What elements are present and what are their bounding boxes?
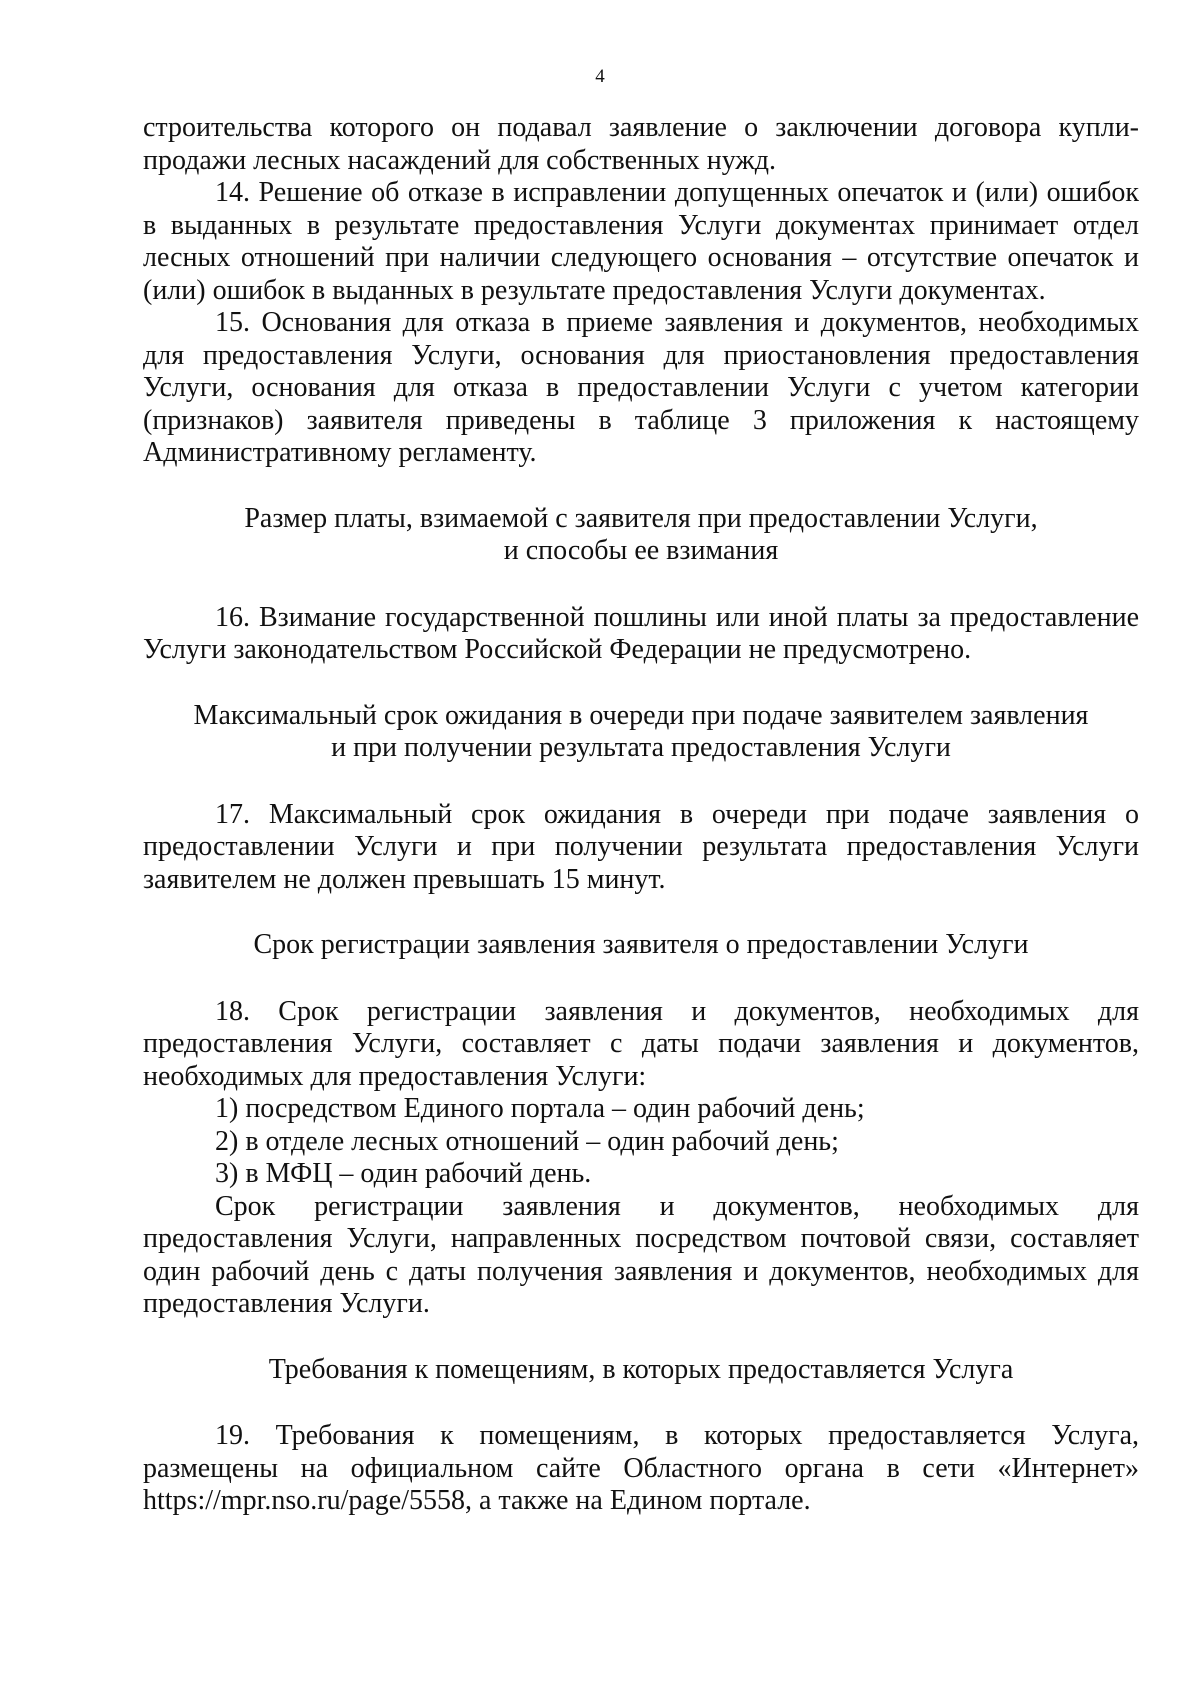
paragraph-19: 19. Требования к помещениям, в которых предоставляется Услуга, размещены на официальном сайте Областного органа в сети «Интернет» https://mpr.nso.ru/page/5558, а также на Едином портале. [143, 1420, 1139, 1516]
document-body [143, 112, 1139, 1518]
paragraph-16: 16. Взимание государственной пошлины или иной платы за предоставление Услуги законодательством Российской Федерации не предусмотрено. [143, 601, 1139, 665]
paragraph-15: 15. Основания для отказа в приеме заявления и документов, необходимых для предоставления Услуги, основания для приостановления предоставления Услуги, основания для отказа в предоставлении Услуги с учетом категории (признаков) заявителя приведены в таблице 3 приложения к настоящему Административному регламенту. [143, 307, 1139, 468]
heading-queue-line-2: и при получении результата предоставления Услуги [331, 732, 951, 763]
heading-fee-line-1: Размер платы, взимаемой с заявителя при предоставлении Услуги, [244, 502, 1038, 534]
list-item: 2) в отделе лесных отношений – один рабочий день; [215, 1125, 839, 1157]
section-heading-registration: Срок регистрации заявления заявителя о предоставлении Услуги [253, 929, 1029, 960]
page-number: 4 [595, 66, 605, 87]
paragraph-18-postal: Срок регистрации заявления и документов, необходимых для предоставления Услуги, направленных посредством почтовой связи, составляет один рабочий день с даты получения заявления и документов, необходимых для предоставления Услуги. [143, 1190, 1139, 1319]
heading-queue-line-1: Максимальный срок ожидания в очереди при подаче заявителем заявления [193, 699, 1089, 731]
heading-fee-line-2: и способы ее взимания [503, 535, 779, 566]
section-heading-fee [143, 503, 1139, 568]
paragraph-continuation: строительства которого он подавал заявление о заключении договора купли-продажи лесных насаждений для собственных нужд. [143, 112, 1139, 176]
section-heading-premises: Требования к помещениям, в которых предоставляется Услуга [268, 1353, 1014, 1385]
list-item: 3) в МФЦ – один рабочий день. [215, 1158, 592, 1189]
paragraph-18: 18. Срок регистрации заявления и документов, необходимых для предоставления Услуги, составляет с даты подачи заявления и документов, необходимых для предоставления Услуги: [143, 995, 1139, 1092]
paragraph-14: 14. Решение об отказе в исправлении допущенных опечаток и (или) ошибок в выданных в результате предоставления Услуги документах принимает отдел лесных отношений при наличии следующего основания – отсутствие опечаток и (или) ошибок в выданных в результате предоставления Услуги документах. [143, 177, 1139, 306]
paragraph-17: 17. Максимальный срок ожидания в очереди при подаче заявления о предоставлении Услуги и при получении результата предоставления Услуги заявителем не должен превышать 15 минут. [143, 798, 1139, 895]
list-item: 1) посредством Единого портала – один рабочий день; [215, 1093, 865, 1124]
section-heading-queue [143, 700, 1139, 765]
